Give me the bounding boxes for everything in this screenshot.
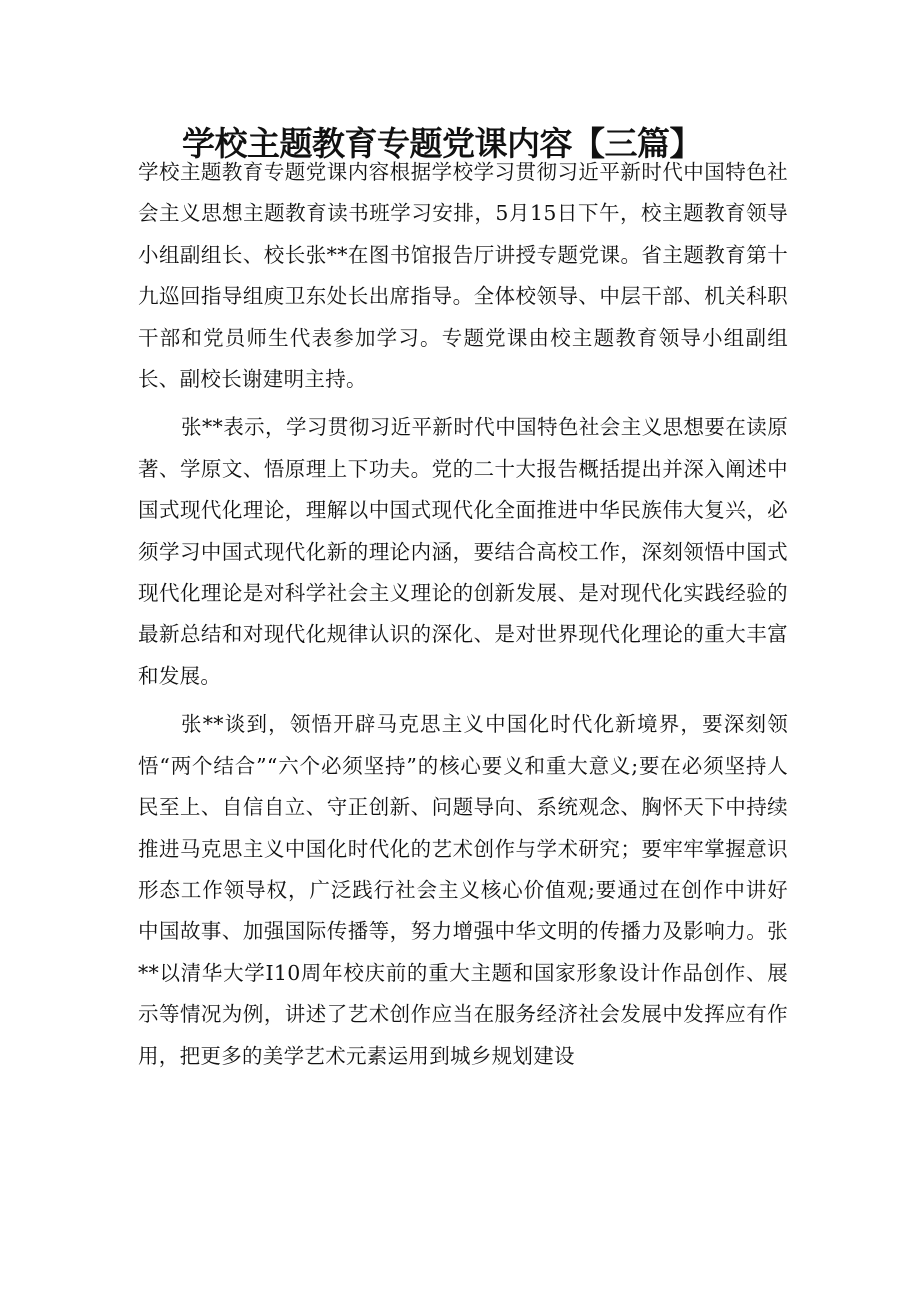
paragraph-intro: 学校主题教育专题党课内容根据学校学习贯彻习近平新时代中国特色社会主义思想主题教育读书班学习安排，5月15日下午，校主题教育领导小组副组长、校长张**在图书馆报告厅讲授专题党课。省主题教育第十九巡回指导组庾卫东处长出席指导。全体校领导、中层干部、机关科职干部和党员师生代表参加学习。专题党课由校主题教育领导小组副组长、副校长谢建明主持。 <box>138 160 788 392</box>
paragraph-study-theory: 张**表示，学习贯彻习近平新时代中国特色社会主义思想要在读原著、学原文、悟原理上下功夫。党的二十大报告概括提出并深入阐述中国式现代化理论，理解以中国式现代化全面推进中华民族伟大复兴，必须学习中国式现代化新的理论内涵，要结合高校工作，深刻领悟中国式现代化理论是对科学社会主义理论的创新发展、是对现代化实践经验的最新总结和对现代化规律认识的深化、是对世界现代化理论的重大丰富和发展。 <box>138 415 788 688</box>
paragraph-new-realm: 张**谈到，领悟开辟马克思主义中国化时代化新境界，要深刻领悟“两个结合”“六个必须坚持”的核心要义和重大意义;要在必须坚持人民至上、自信自立、守正创新、问题导向、系统观念、胸怀天下中持续推进马克思主义中国化时代化的艺术创作与学术研究；要牢牢掌握意识形态工作领导权，广泛践行社会主义核心价值观;要通过在创作中讲好中国故事、加强国际传播等，努力增强中华文明的传播力及影响力。张**以清华大学I10周年校庆前的重大主题和国家形象设计作品创作、展示等情况为例，讲述了艺术创作应当在服务经济社会发展中发挥应有作用，把更多的美学艺术元素运用到城乡规划建设 <box>138 712 788 1068</box>
document-body <box>138 152 788 1077</box>
document-title: 学校主题教育专题党课内容【三篇】 <box>182 124 702 163</box>
